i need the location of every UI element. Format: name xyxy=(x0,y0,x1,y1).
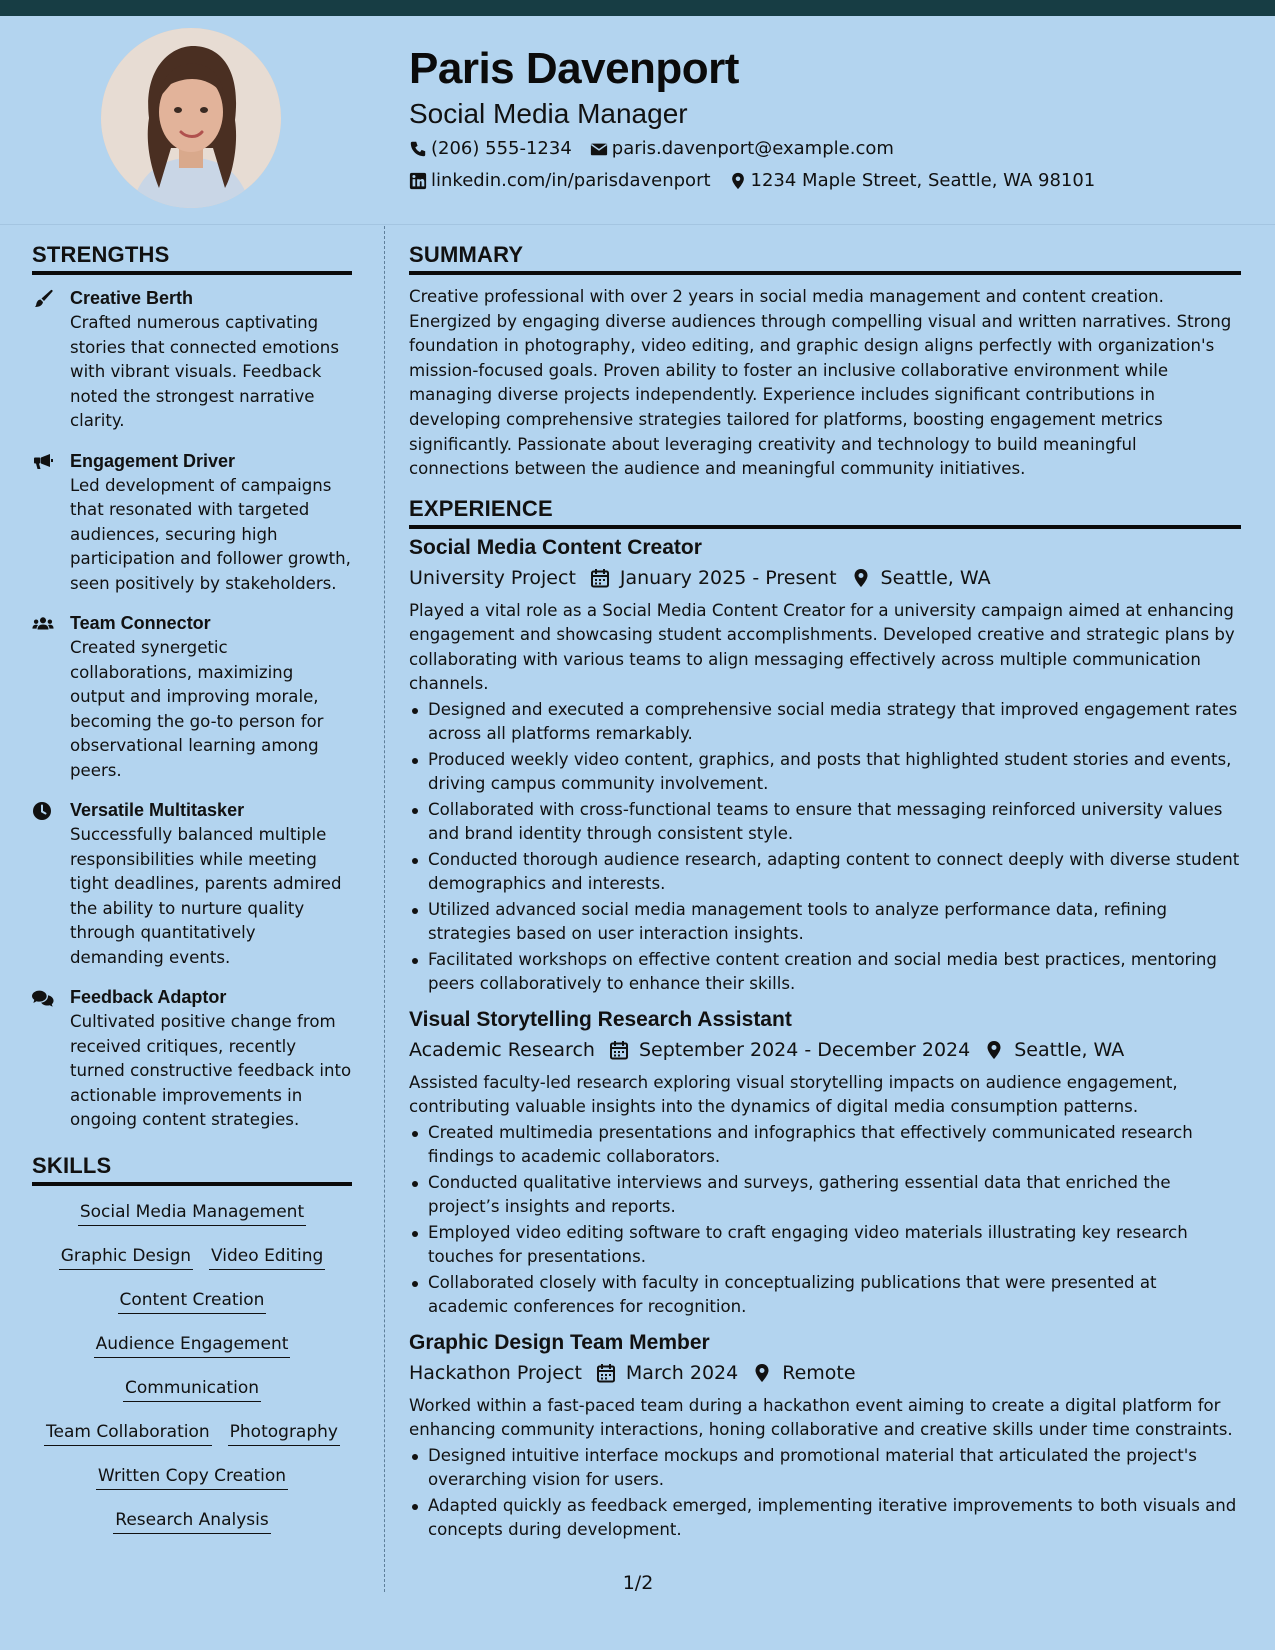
job-bullet: Collaborated with cross-functional teams to ensure that messaging reinforced university values and brand identity through consistent style. xyxy=(409,798,1241,847)
job-dates: September 2024 - December 2024 xyxy=(638,1038,971,1061)
strength-item xyxy=(32,984,352,1133)
job-entry xyxy=(409,1005,1241,1320)
contact-email[interactable] xyxy=(590,134,894,164)
phone-text: (206) 555-1234 xyxy=(431,138,572,159)
strength-desc: Successfully balanced multiple responsibilities while meeting tight deadlines, parents admired the ability to nurture quality through quantitatively demanding events. xyxy=(70,825,342,967)
job-location: Remote xyxy=(782,1361,856,1384)
strength-desc: Created synergetic collaborations, maximizing output and improving morale, becoming the go-to person for observational learning among peers. xyxy=(70,638,324,780)
map-marker-icon xyxy=(729,172,747,190)
contact-row-2 xyxy=(409,166,1229,196)
profile-photo-illustration xyxy=(101,28,281,208)
resume-header xyxy=(409,42,1229,196)
skill-tag: Written Copy Creation xyxy=(96,1464,288,1490)
summary-heading: SUMMARY xyxy=(409,240,1241,275)
job-bullet: Facilitated workshops on effective content creation and social media best practices, mentoring peers collaboratively to enhance their skills. xyxy=(409,948,1241,997)
strength-item xyxy=(32,285,352,434)
header-divider xyxy=(0,224,1275,225)
map-marker-icon xyxy=(984,1040,1004,1060)
skill-tag: Audience Engagement xyxy=(94,1332,291,1358)
right-column xyxy=(409,240,1241,1551)
calendar-icon xyxy=(609,1040,629,1060)
job-bullet: Collaborated closely with faculty in conceptualizing publications that were presented at academic conferences for recognition. xyxy=(409,1271,1241,1320)
job-location: Seattle, WA xyxy=(880,566,991,589)
calendar-icon xyxy=(590,568,610,588)
job-description: Played a vital role as a Social Media Content Creator for a university campaign aimed at enhancing engagement and showcasing student accomplishments. Developed creative and strategic plans by collaborating with various teams to align messaging effectively across multiple communication channels. xyxy=(409,600,1235,694)
job-title: Visual Storytelling Research Assistant xyxy=(409,1007,792,1031)
job-meta xyxy=(409,563,1241,593)
job-bullets xyxy=(409,1121,1241,1320)
phone-icon xyxy=(409,140,427,158)
job-bullet: Designed and executed a comprehensive social media strategy that improved engagement rates across all platforms remarkably. xyxy=(409,698,1241,747)
job-bullet: Conducted thorough audience research, adapting content to connect deeply with diverse student demographics and interests. xyxy=(409,848,1241,897)
skills-list xyxy=(32,1200,352,1534)
strength-desc: Crafted numerous captivating stories that connected emotions with vibrant visuals. Feedback noted the strongest narrative clarity. xyxy=(70,313,339,430)
strength-desc: Cultivated positive change from received critiques, recently turned constructive feedback into actionable improvements in ongoing content strategies. xyxy=(70,1012,352,1129)
users-icon xyxy=(32,614,54,634)
job-entry xyxy=(409,1328,1241,1543)
job-bullet: Designed intuitive interface mockups and promotional material that articulated the project's overarching vision for users. xyxy=(409,1444,1241,1493)
column-divider xyxy=(384,226,385,1592)
contact-phone xyxy=(409,134,572,164)
strength-title: Team Connector xyxy=(70,613,211,633)
strengths-heading: STRENGTHS xyxy=(32,240,352,275)
strength-title: Engagement Driver xyxy=(70,450,236,471)
strength-item xyxy=(32,610,352,783)
skill-tag: Photography xyxy=(228,1420,340,1446)
job-bullet: Created multimedia presentations and infographics that effectively communicated research findings to academic collaborators. xyxy=(409,1121,1241,1170)
job-dates: March 2024 xyxy=(625,1361,739,1384)
candidate-title: Social Media Manager xyxy=(409,98,688,129)
skill-tag: Social Media Management xyxy=(78,1200,306,1226)
skill-tag: Video Editing xyxy=(209,1244,325,1270)
paintbrush-icon xyxy=(32,289,54,309)
map-marker-icon xyxy=(851,568,871,588)
job-meta xyxy=(409,1035,1241,1065)
job-bullet: Utilized advanced social media management tools to analyze performance data, refining strategies based on user interaction insights. xyxy=(409,898,1241,947)
experience-heading: EXPERIENCE xyxy=(409,494,1241,529)
job-bullets xyxy=(409,698,1241,997)
job-location: Seattle, WA xyxy=(1014,1038,1125,1061)
candidate-name: Paris Davenport xyxy=(409,44,739,93)
contact-linkedin[interactable] xyxy=(409,166,711,196)
envelope-icon xyxy=(590,140,608,158)
job-org: University Project xyxy=(409,566,576,589)
strength-title: Versatile Multitasker xyxy=(70,800,245,820)
page-number: 1/2 xyxy=(622,1572,654,1594)
job-description: Assisted faculty-led research exploring visual storytelling impacts on audience engagement, contributing valuable insights into the dynamics of digital media consumption patterns. xyxy=(409,1072,1178,1117)
calendar-icon xyxy=(596,1363,616,1383)
skill-tag: Research Analysis xyxy=(113,1508,270,1534)
skills-heading: SKILLS xyxy=(32,1151,352,1186)
linkedin-icon xyxy=(409,172,427,190)
job-bullets xyxy=(409,1444,1241,1543)
job-meta xyxy=(409,1358,1241,1388)
summary-text: Creative professional with over 2 years in social media management and content creation. Energized by engaging diverse audiences through compelling visual and written narratives. Strong foundation in photography, video editing, and graphic design aligns perfectly with organization's mission-focused goals. Proven ability to foster an inclusive collaborative environment while managing diverse projects independently. Experience includes significant contributions in developing comprehensive strategies tailored for platforms, boosting engagement metrics significantly. Passionate about leveraging creativity and technology to build meaningful connections between the audience and meaningful community initiatives. xyxy=(409,287,1232,479)
map-marker-icon xyxy=(752,1363,772,1383)
job-bullet: Employed video editing software to craft engaging video materials illustrating key research touches for presentations. xyxy=(409,1221,1241,1270)
profile-photo xyxy=(101,28,281,208)
megaphone-icon xyxy=(32,452,54,472)
clock-icon xyxy=(32,801,54,821)
left-column xyxy=(32,240,352,1552)
email-text[interactable]: paris.davenport@example.com xyxy=(611,138,894,159)
job-org: Academic Research xyxy=(409,1038,595,1061)
skill-tag: Team Collaboration xyxy=(44,1420,212,1446)
strength-item xyxy=(32,448,352,597)
job-entry xyxy=(409,533,1241,997)
address-text: 1234 Maple Street, Seattle, WA 98101 xyxy=(750,170,1096,191)
strength-title: Feedback Adaptor xyxy=(70,987,227,1007)
job-bullet: Conducted qualitative interviews and surveys, gathering essential data that enriched the project’s insights and reports. xyxy=(409,1171,1241,1220)
job-title: Graphic Design Team Member xyxy=(409,1330,710,1354)
job-bullet: Adapted quickly as feedback emerged, implementing iterative improvements to both visuals and concepts during development. xyxy=(409,1494,1241,1543)
job-org: Hackathon Project xyxy=(409,1361,582,1384)
comments-icon xyxy=(32,988,54,1008)
strength-desc: Led development of campaigns that resonated with targeted audiences, securing high participation and follower growth, seen positively by stakeholders. xyxy=(70,475,351,593)
skill-tag: Graphic Design xyxy=(59,1244,193,1270)
top-bar xyxy=(0,0,1275,16)
linkedin-text[interactable]: linkedin.com/in/parisdavenport xyxy=(431,170,711,191)
strength-item xyxy=(32,797,352,970)
job-title: Social Media Content Creator xyxy=(409,535,702,559)
contact-row-1 xyxy=(409,134,1229,164)
job-description: Worked within a fast-paced team during a hackathon event aiming to create a digital platform for enhancing community interactions, honing collaborative and creative skills under time constraints. xyxy=(409,1395,1233,1440)
skill-tag: Content Creation xyxy=(118,1288,267,1314)
strength-title: Creative Berth xyxy=(70,288,194,308)
contact-address xyxy=(729,166,1096,196)
job-dates: January 2025 - Present xyxy=(619,566,837,589)
job-bullet: Produced weekly video content, graphics, and posts that highlighted student stories and events, driving campus community involvement. xyxy=(409,748,1241,797)
skill-tag: Communication xyxy=(123,1376,261,1402)
